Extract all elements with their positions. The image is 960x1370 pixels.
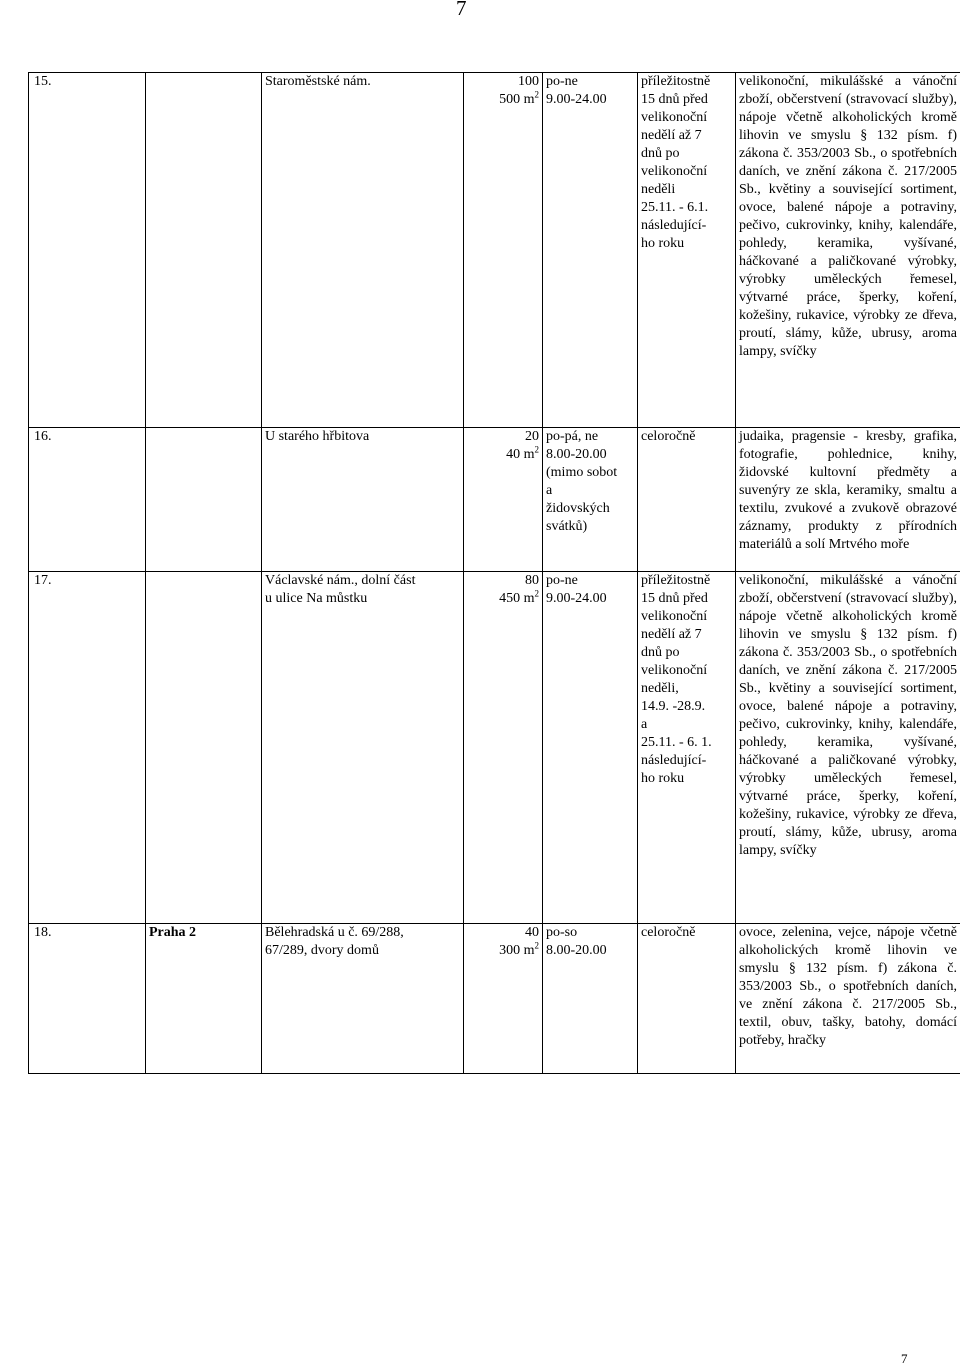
days-value: po-so xyxy=(546,925,578,940)
goods-cell: ovoce, zelenina, vejce, nápoje včetně alkoholických kromě lihovin ve smyslu § 132 písm. f) zákona č. 353/2003 Sb., o spotřebních daních, ve znění zákona č. 217/2005 Sb., textil, obuv, tašky, batohy, domácí potřeby, hračky xyxy=(736,924,960,1074)
row-number: 18. xyxy=(29,924,146,1074)
page-number-top: 7 xyxy=(456,0,467,20)
period-line: 14.9. -28.9. xyxy=(641,699,706,714)
hours-cell xyxy=(543,572,638,924)
period-line: následující- xyxy=(641,218,707,233)
place-line: U starého hřbitova xyxy=(265,429,370,444)
period-line: velikonoční xyxy=(641,110,708,125)
place-line: Bělehradská u č. 69/288, xyxy=(265,925,404,940)
period-line: velikonoční xyxy=(641,609,708,624)
period-line: 25.11. - 6. 1. xyxy=(641,735,712,750)
place-cell xyxy=(262,924,464,1074)
row-number: 17. xyxy=(29,572,146,924)
goods-cell: velikonoční, mikulášské a vánoční zboží, občerstvení (stravovací služby), nápoje včetně alkoholických kromě lihovin ve smyslu § 132 písm. f) zákona č. 353/2003 Sb., o spotřebních daních, ve znění zákona č. 217/2005 Sb., květiny a související sortiment, ovoce, balené nápoje a potraviny, pečivo, cukrovinky, knihy, kalendáře, pohledy, keramika, vyšívané, háčkované a paličkované výrobky, výrobky uměleckých řemesel, výtvarné práce, šperky, koření, kožešiny, rukavice, výrobky ze dřeva, proutí, slámy, kůže, ubrusy, aroma lampy, svíčky xyxy=(736,73,960,428)
period-line: následující- xyxy=(641,753,707,768)
period-line: 25.11. - 6.1. xyxy=(641,200,709,215)
place-cell xyxy=(262,572,464,924)
place-line: 67/289, dvory domů xyxy=(265,943,379,958)
period-line: celoročně xyxy=(641,925,696,940)
stand-count: 100 xyxy=(518,74,539,89)
period-line: nedělí až 7 xyxy=(641,627,702,642)
size-cell xyxy=(464,572,543,924)
district-cell xyxy=(146,428,262,572)
size-cell xyxy=(464,428,543,572)
area-value: 300 $m^2$ xyxy=(499,940,539,958)
table-row xyxy=(29,428,960,572)
place-line: Staroměstské nám. xyxy=(265,74,371,89)
hours-line: 8.00-20.00 xyxy=(546,943,607,958)
hours-cell xyxy=(543,73,638,428)
size-cell xyxy=(464,73,543,428)
district-cell xyxy=(146,73,262,428)
period-cell xyxy=(638,572,736,924)
period-cell xyxy=(638,428,736,572)
period-line: velikonoční xyxy=(641,663,708,678)
period-line: neděli xyxy=(641,182,676,197)
stand-count: 40 xyxy=(525,925,539,940)
hours-line: 9.00-24.00 xyxy=(546,92,607,107)
period-line: velikonoční xyxy=(641,164,708,179)
hours-line: svátků) xyxy=(546,519,588,534)
hours-line: 9.00-24.00 xyxy=(546,591,607,606)
table-row xyxy=(29,924,960,1074)
place-line: u ulice Na můstku xyxy=(265,591,368,606)
period-line: ho roku xyxy=(641,236,685,251)
days-value: po-ne xyxy=(546,573,578,588)
hours-line: a xyxy=(546,483,553,498)
area-value: 450 $m^2$ xyxy=(499,588,539,606)
market-locations-table xyxy=(28,72,960,1074)
goods-cell: judaika, pragensie - kresby, grafika, fotografie, pohlednice, knihy, židovské kultovní předměty a suvenýry ze skla, keramiky, smaltu a textilu, zvukové a zvukově obrazové záznamy, produkty z přírodních materiálů a solí Mrtvého moře xyxy=(736,428,960,572)
district-cell xyxy=(146,572,262,924)
period-line: a xyxy=(641,717,648,732)
days-value: po-ne xyxy=(546,74,578,89)
area-value: 500 $m^2$ xyxy=(499,89,539,107)
place-line: Václavské nám., dolní část xyxy=(265,573,416,588)
period-line: 15 dnů před xyxy=(641,92,708,107)
area-value: 40 $m^2$ xyxy=(506,444,539,462)
period-line: dnů po xyxy=(641,645,680,660)
row-number: 16. xyxy=(29,428,146,572)
goods-cell: velikonoční, mikulášské a vánoční zboží, občerstvení (stravovací služby), nápoje včetně alkoholických kromě lihovin ve smyslu § 132 písm. f) zákona č. 353/2003 Sb., o spotřebních daních, ve znění zákona č. 217/2005 Sb., květiny a související sortiment, ovoce, balené nápoje a potraviny, pečivo, cukrovinky, knihy, kalendáře, pohledy, keramika, vyšívané, háčkované a paličkované výrobky, výrobky uměleckých řemesel, výtvarné práce, šperky, koření, kožešiny, rukavice, výrobky ze dřeva, proutí, slámy, kůže, ubrusy, aroma lampy, svíčky xyxy=(736,572,960,924)
table-row xyxy=(29,572,960,924)
period-line: ho roku xyxy=(641,771,685,786)
days-value: po-pá, ne xyxy=(546,429,599,444)
place-cell xyxy=(262,73,464,428)
period-cell xyxy=(638,924,736,1074)
period-line: celoročně xyxy=(641,429,696,444)
size-cell xyxy=(464,924,543,1074)
hours-line: židovských xyxy=(546,501,610,516)
place-cell xyxy=(262,428,464,572)
period-line: 15 dnů před xyxy=(641,591,708,606)
period-line: nedělí až 7 xyxy=(641,128,702,143)
hours-cell xyxy=(543,428,638,572)
hours-cell xyxy=(543,924,638,1074)
period-cell xyxy=(638,73,736,428)
row-number: 15. xyxy=(29,73,146,428)
stand-count: 20 xyxy=(525,429,539,444)
page-number-bottom: 7 xyxy=(901,1351,908,1366)
table-row xyxy=(29,73,960,428)
period-line: dnů po xyxy=(641,146,680,161)
period-line: příležitostně xyxy=(641,74,711,89)
district-cell: Praha 2 xyxy=(146,924,262,1074)
hours-line: 8.00-20.00 xyxy=(546,447,607,462)
hours-line: (mimo sobot xyxy=(546,465,618,480)
stand-count: 80 xyxy=(525,573,539,588)
period-line: neděli, xyxy=(641,681,679,696)
period-line: příležitostně xyxy=(641,573,711,588)
